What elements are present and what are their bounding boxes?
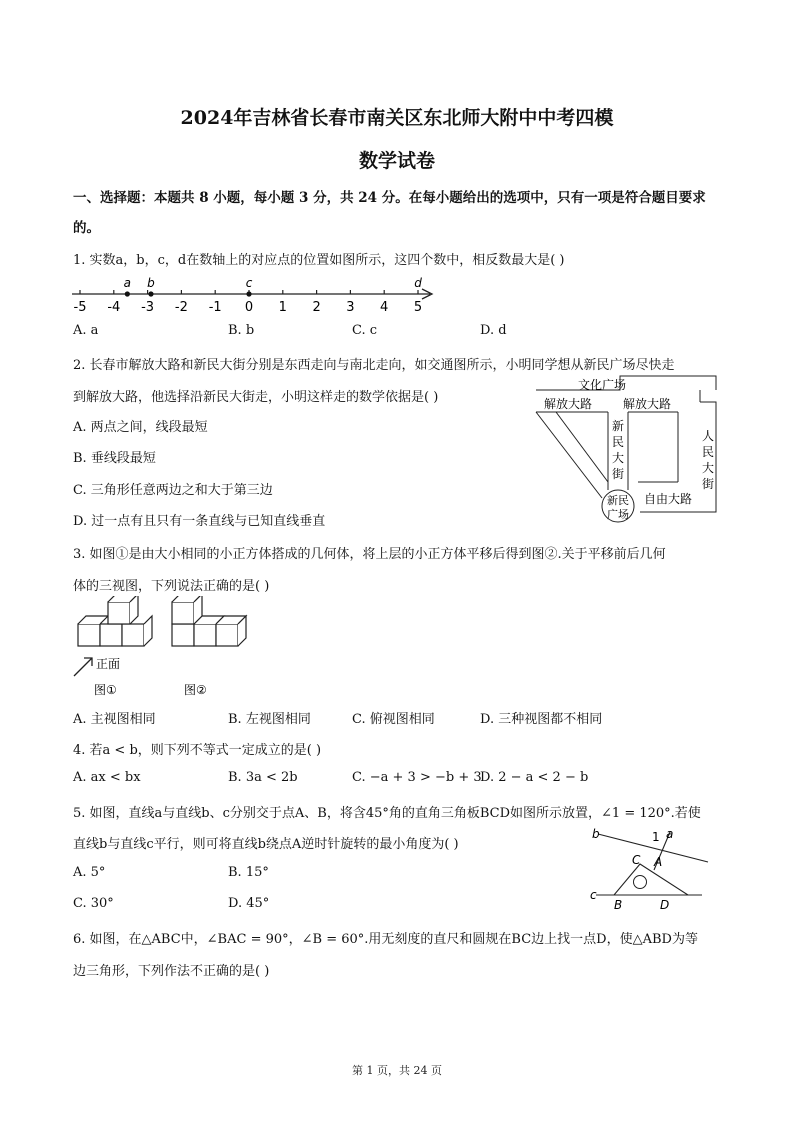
q2-option-b: B. 垂线段最短 [73, 451, 156, 466]
number-line-tick-label: 4 [380, 300, 389, 314]
q2-option-d: D. 过一点有且只有一条直线与已知直线垂直 [73, 514, 326, 529]
line-a-label: a [666, 827, 674, 841]
xinmin-street-char-3: 大 [612, 451, 625, 465]
q5-stem-line2: 直线b与直线c平行，则可将直线b绕点A逆时针旋转的最小角度为( ) [73, 837, 459, 852]
q1-option-c: C. c [352, 323, 378, 338]
q1-option-b: B. b [228, 323, 255, 338]
page-title: 2024年吉林省长春市南关区东北师大附中中考四模 [180, 107, 614, 129]
number-line-tick-label: -3 [141, 300, 155, 314]
q2-stem-line2: 到解放大路，他选择沿新民大街走，小明这样走的数学依据是( ) [73, 390, 439, 405]
q5-option-d: D. 45° [228, 896, 270, 911]
q6-stem-line1: 6. 如图，在△ABC中，∠BAC = 90°，∠B = 60°.用无刻度的直尺和圆规在BC边上找一点D，使△ABD为等 [73, 932, 698, 947]
q3-option-b: B. 左视图相同 [228, 712, 311, 727]
number-line-tick-label: -2 [174, 300, 188, 314]
q3-option-a: A. 主视图相同 [73, 712, 156, 727]
renmin-street-char-1: 人 [702, 429, 715, 443]
q4-option-d: D. 2 − a < 2 − b [480, 770, 589, 785]
number-line-tick-label: -1 [208, 300, 222, 314]
number-line-tick-label: -5 [73, 300, 87, 314]
q4-option-b: B. 3a < 2b [228, 770, 298, 785]
traffic-map-figure [528, 372, 722, 524]
q5-option-b: B. 15° [228, 865, 269, 880]
q2-option-a: A. 两点之间，线段最短 [73, 420, 208, 435]
q3-stem-line2: 体的三视图，下列说法正确的是( ) [73, 579, 270, 594]
line-c-label: c [590, 888, 597, 902]
culture-square-label: 文化广场 [578, 378, 627, 392]
page-footer: 第 1 页，共 24 页 [352, 1064, 442, 1077]
number-line-tick-label: 5 [413, 300, 423, 314]
xinmin-street-char-4: 街 [612, 467, 625, 481]
point-c-label: C [632, 853, 641, 867]
triangle-lines-figure [590, 826, 714, 912]
front-view-label: 正面 [96, 657, 121, 671]
renmin-street-char-4: 街 [702, 477, 715, 491]
number-line-tick-label: 0 [244, 300, 254, 314]
renmin-street-char-3: 大 [702, 461, 715, 475]
number-line-point-label: b [147, 276, 155, 290]
xinmin-street-char-1: 新 [612, 419, 625, 433]
number-line-point-label: d [414, 276, 422, 290]
q3-option-d: D. 三种视图都不相同 [480, 712, 603, 727]
q5-option-a: A. 5° [73, 865, 106, 880]
q5-option-c: C. 30° [73, 896, 114, 911]
jiefang-road-label-right: 解放大路 [623, 397, 672, 411]
angle-1-label: 1 [652, 830, 660, 844]
q4-stem: 4. 若a < b，则下列不等式一定成立的是( ) [73, 743, 322, 758]
line-b-label: b [592, 827, 600, 841]
number-line-tick-label: 3 [346, 300, 355, 314]
ziyou-road-label: 自由大路 [644, 492, 693, 506]
renmin-street-char-2: 民 [702, 445, 715, 459]
q2-stem-line1: 2. 长春市解放大路和新民大街分别是东西走向与南北走向，如交通图所示，小明同学想从新民广场尽快走 [73, 358, 675, 373]
page-subtitle: 数学试卷 [358, 150, 435, 172]
q1-stem: 1. 实数a，b，c，d在数轴上的对应点的位置如图所示，这四个数中，相反数最大是( ) [73, 253, 565, 268]
number-line-tick-label: 1 [278, 300, 287, 314]
point-a-label: A [654, 855, 663, 869]
q4-option-a: A. ax < bx [73, 770, 141, 785]
number-line-figure [68, 270, 438, 314]
q1-option-d: D. d [480, 323, 507, 338]
xinmin-square-label-1: 新民 [607, 494, 629, 507]
xinmin-square-label-2: 广场 [607, 508, 629, 521]
section-heading-cont: 的。 [73, 220, 100, 236]
figure-1-label: 图① [94, 683, 117, 697]
section-heading: 一、选择题：本题共 8 小题，每小题 3 分，共 24 分。在每小题给出的选项中，只有一项是符合题目要求 [73, 190, 706, 206]
number-line-point [246, 291, 251, 296]
number-line-point [148, 291, 153, 296]
number-line-point-label: a [123, 276, 131, 290]
q3-option-c: C. 俯视图相同 [352, 712, 435, 727]
q5-stem-line1: 5. 如图，直线a与直线b、c分别交于点A、B，将含45°角的直角三角板BCD如图所示放置，∠1 = 120°.若使 [73, 806, 701, 821]
number-line-point-label: c [245, 276, 253, 290]
number-line-point [125, 291, 130, 296]
q3-stem-line1: 3. 如图①是由大小相同的小正方体搭成的几何体，将上层的小正方体平移后得到图②.关于平移前后几何 [73, 547, 666, 562]
number-line-tick-label: -4 [107, 300, 121, 314]
point-b-label: B [614, 898, 623, 912]
q6-stem-line2: 边三角形，下列作法不正确的是( ) [73, 964, 270, 979]
q1-option-a: A. a [73, 323, 99, 338]
point-d-label: D [660, 898, 670, 912]
cube-figures [70, 596, 260, 700]
figure-2-label: 图② [184, 683, 207, 697]
xinmin-street-char-2: 民 [612, 435, 625, 449]
jiefang-road-label-left: 解放大路 [544, 397, 593, 411]
q4-option-c: C. −a + 3 > −b + 3 [352, 770, 482, 785]
number-line-tick-label: 2 [312, 300, 321, 314]
q2-option-c: C. 三角形任意两边之和大于第三边 [73, 483, 273, 498]
